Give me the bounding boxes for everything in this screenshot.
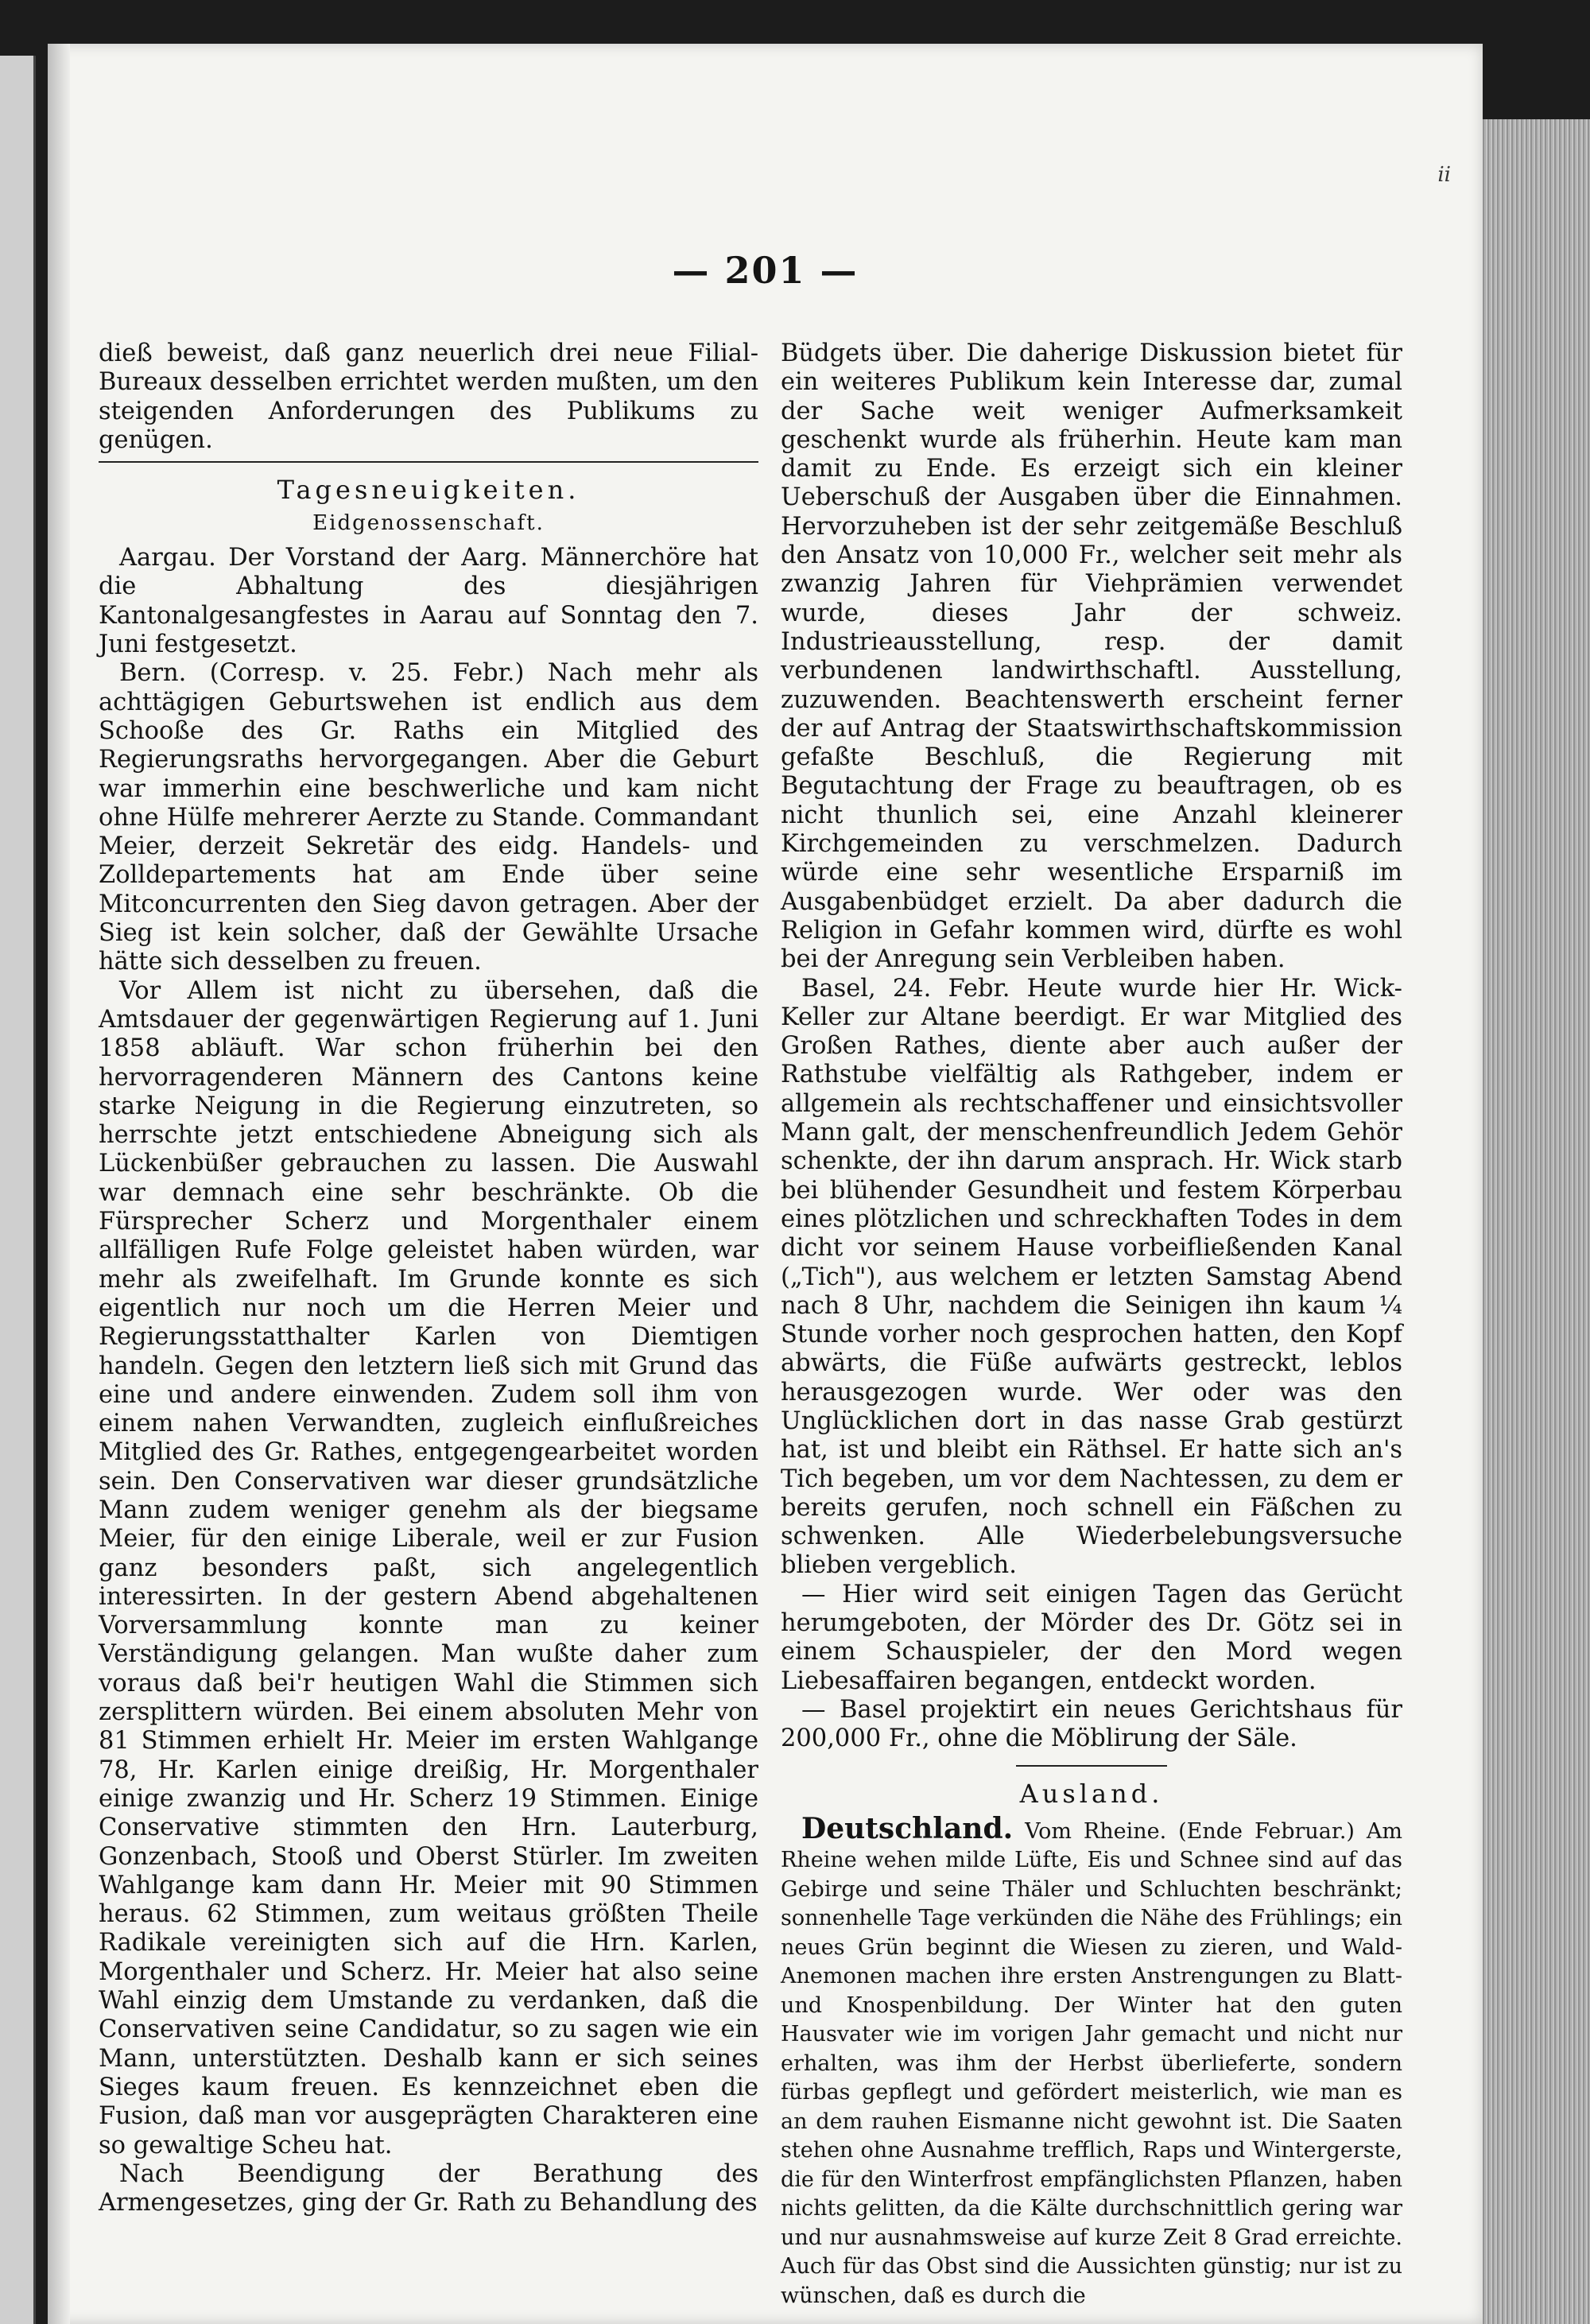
article-bern-continued: Vor Allem ist nicht zu übersehen, daß die Amtsdauer der gegenwärtigen Regierung auf 1. Juni 1858 abläuft. War schon früherhin bei den hervorragenderen Männern des Cantons keine starke Neigung in die Regierung einzutreten, so herrschte jetzt entschiedene Abneigung sich als Lückenbüßer gebrauchen zu lassen. Die Auswahl war demnach eine sehr beschränkte. Ob die Fürsprecher Scherz und Morgenthaler einem allfälligen Rufe Folge geleistet haben würden, war mehr als zweifelhaft. Im Grunde konnte es sich eigentlich nur noch um die Herren Meier und Regierungsstatthalter Karlen von Diemtigen handeln. Gegen den letztern ließ sich mit Grund das eine und andere einwenden. Zudem soll ihm von einem nahen Verwandten, zugleich einflußreiches Mitglied des Gr. Rathes, entgegengearbeitet worden sein. Den Conservativen war dieser grundsätzliche Mann zudem weniger genehm als der biegsame Meier, für den einige Liberale, weil er zur Fusion ganz besonders paßt, sich angelegentlich interessirten. In der gestern Abend abgehaltenen Vorversammlung konnte man zu keiner Verständigung gelangen. Man wußte daher zum voraus daß bei'r heutigen Wahl die Stimmen sich zersplittern würden. Bei einem absoluten Mehr von 81 Stimmen erhielt Hr. Meier im ersten Wahlgange 78, Hr. Karlen einige dreißig, Hr. Morgenthaler einige zwanzig und Hr. Scherz 19 Stimmen. Einige Conservative stimmten den Hrn. Lauterburg, Gonzenbach, Stooß und Oberst Stürler. Im zweiten Wahlgange kam dann Hr. Meier mit 90 Stimmen heraus. 62 Stimmen, zum weitaus größten Theile Radikale vereinigten sich auf die Hrn. Karlen, Morgenthaler und Scherz. Hr. Meier hat also seine Wahl einzig dem Umstande zu verdanken, daß die Conservativen seine Candidatur, so zu sagen wie ein Mann, unterstützten. Deshalb kann er sich seines Sieges kaum freuen. Es kennzeichnet eben die Fusion, daß man vor ausgeprägten Charakteren eine so gewaltige Scheu hat. bbox=[99, 976, 758, 2159]
article-budget: Büdgets über. Die daherige Diskussion bietet für ein weiteres Publikum kein Interesse dar, zumal der Sache weit weniger Aufmerksamkeit geschenkt wurde als früherhin. Heute kam man damit zu Ende. Es erzeigt sich ein kleiner Ueberschuß der Ausgaben über die Einnahmen. Hervorzuheben ist der sehr zeitgemäße Beschluß den Ansatz von 10,000 Fr., welcher seit mehr als zwanzig Jahren für Viehprämien verwendet wurde, dieses Jahr der schweiz. Industrieausstellung, resp. der damit verbundenen landwirthschaftl. Ausstellung, zuzuwenden. Beachtenswerth erscheint ferner der auf Antrag der Staatswirthschaftskommission gefaßte Beschluß, die Regierung mit Begutachtung der Frage zu beauftragen, ob es nicht thunlich sei, eine Anzahl kleinerer Kirchgemeinden zu verschmelzen. Dadurch würde eine sehr wesentliche Ersparniß im Ausgabenbüdget erzielt. Da aber dadurch die Religion in Gefahr kommen wird, dürfte es wohl bei der Anregung sein Verbleiben haben. bbox=[781, 339, 1402, 974]
article-basel-rumour: — Hier wird seit einigen Tagen das Gerücht herumgeboten, der Mörder des Dr. Götz sei in einem Schauspieler, der den Mord wegen Liebesaffairen begangen, entdeckt worden. bbox=[781, 1580, 1402, 1695]
corner-mark: ii bbox=[1437, 163, 1451, 187]
article-armengesetz: Nach Beendigung der Berathung des Armengesetzes, ging der Gr. Rath zu Behandlung des bbox=[99, 2159, 758, 2217]
article-basel-obituary: Basel, 24. Febr. Heute wurde hier Hr. Wick-Keller zur Altane beerdigt. Er war Mitglied des Großen Rathes, diente aber auch außer der Rathstube vielfältig als Rathgeber, indem er allgemein als rechtschaffener und einsichtsvoller Mann galt, der menschenfreundlich Jedem Gehör schenkte, der ihn darum ansprach. Hr. Wick starb bei blühender Gesundheit und festem Körperbau eines plötzlichen und schreckhaften Todes in dem dicht vor seinem Hause vorbeifließenden Kanal („Tich"), aus welchem er letzten Samstag Abend nach 8 Uhr, nachdem die Seinigen ihn kaum ¼ Stunde vorher noch gesprochen hatten, den Kopf abwärts, die Füße aufwärts gestreckt, leblos herausgezogen wurde. Wer oder was den Unglücklichen dort in das nasse Grab gestürzt hat, ist und bleibt ein Räthsel. Er hatte sich an's Tich begeben, um vor dem Nachtessen, zu dem er bereits gerufen, noch schnell ein Fäßchen zu schwenken. Alle Wiederbelebungsversuche blieben vergeblich. bbox=[781, 974, 1402, 1580]
article-aargau: Aargau. Der Vorstand der Aarg. Männerchöre hat die Abhaltung des diesjährigen Kantonalgesangfestes in Aarau auf Sonntag den 7. Juni festgesetzt. bbox=[99, 544, 758, 659]
section-title-ausland: Ausland. bbox=[1019, 1778, 1164, 1809]
country-label-deutschland: Deutschland. bbox=[801, 1811, 1014, 1845]
subsection-title-eidgenossenschaft: Eidgenossenschaft. bbox=[312, 511, 545, 536]
right-column bbox=[781, 339, 1402, 2310]
page-gutter bbox=[48, 44, 70, 2324]
previous-page-edge bbox=[0, 56, 36, 2324]
section-title-tagesneuigkeiten: Tagesneuigkeiten. bbox=[277, 475, 580, 506]
book-page-stack bbox=[1480, 119, 1590, 2324]
newspaper-page bbox=[48, 44, 1483, 2324]
intro-paragraph: dieß beweist, daß ganz neuerlich drei neue Filial-Bureaux desselben errichtet werden mußten, um den steigenden Anforderungen des Publikums zu genügen. bbox=[99, 339, 758, 454]
article-deutschland bbox=[781, 1811, 1402, 2311]
section-divider-short bbox=[1016, 1765, 1167, 1767]
page-number: — 201 — bbox=[672, 249, 859, 292]
article-deutschland-text: Vom Rheine. (Ende Februar.) Am Rheine wehen milde Lüfte, Eis und Schnee sind auf das Gebirge und seine Thäler und Schluchten beschränkt; sonnenhelle Tage verkünden die Nähe des Frühlings; ein neues Grün beginnt die Wiesen zu zieren, und Wald-Anemonen machen ihre ersten Anstrengungen zu Blatt- und Knospenbildung. Der Winter hat den guten Hausvater wie im vorigen Jahr gemacht und nicht nur erhalten, was ihm der Herbst überlieferte, sondern fürbas gepflegt und gefördert meisterlich, wie man es an dem rauhen Eismanne nicht gewohnt ist. Die Saaten stehen ohne Ausnahme trefflich, Raps und Wintergerste, die für den Winterfrost empfänglichsten Pflanzen, haben nichts gelitten, da die Kälte durchschnittlich gering war und nur ausnahmsweise auf kurze Zeit 8 Grad erreichte. Auch für das Obst sind die Aussichten günstig; nur ist zu wünschen, daß es durch die bbox=[781, 1818, 1402, 2308]
left-column bbox=[99, 339, 758, 2217]
article-basel-courthouse: — Basel projektirt ein neues Gerichtshaus für 200,000 Fr., ohne die Möblirung der Säle. bbox=[781, 1695, 1402, 1753]
section-divider bbox=[99, 461, 758, 463]
article-bern: Bern. (Corresp. v. 25. Febr.) Nach mehr als achttägigen Geburtswehen ist endlich aus dem Schooße des Gr. Raths ein Mitglied des Regierungsraths hervorgegangen. Aber die Geburt war immerhin eine beschwerliche und kam nicht ohne Hülfe mehrerer Aerzte zu Stande. Commandant Meier, derzeit Sekretär des eidg. Handels- und Zolldepartements hat am Ende über seine Mitconcurrenten den Sieg davon getragen. Aber der Sieg ist kein solcher, daß der Gewählte Ursache hätte sich desselben zu freuen. bbox=[99, 659, 758, 976]
